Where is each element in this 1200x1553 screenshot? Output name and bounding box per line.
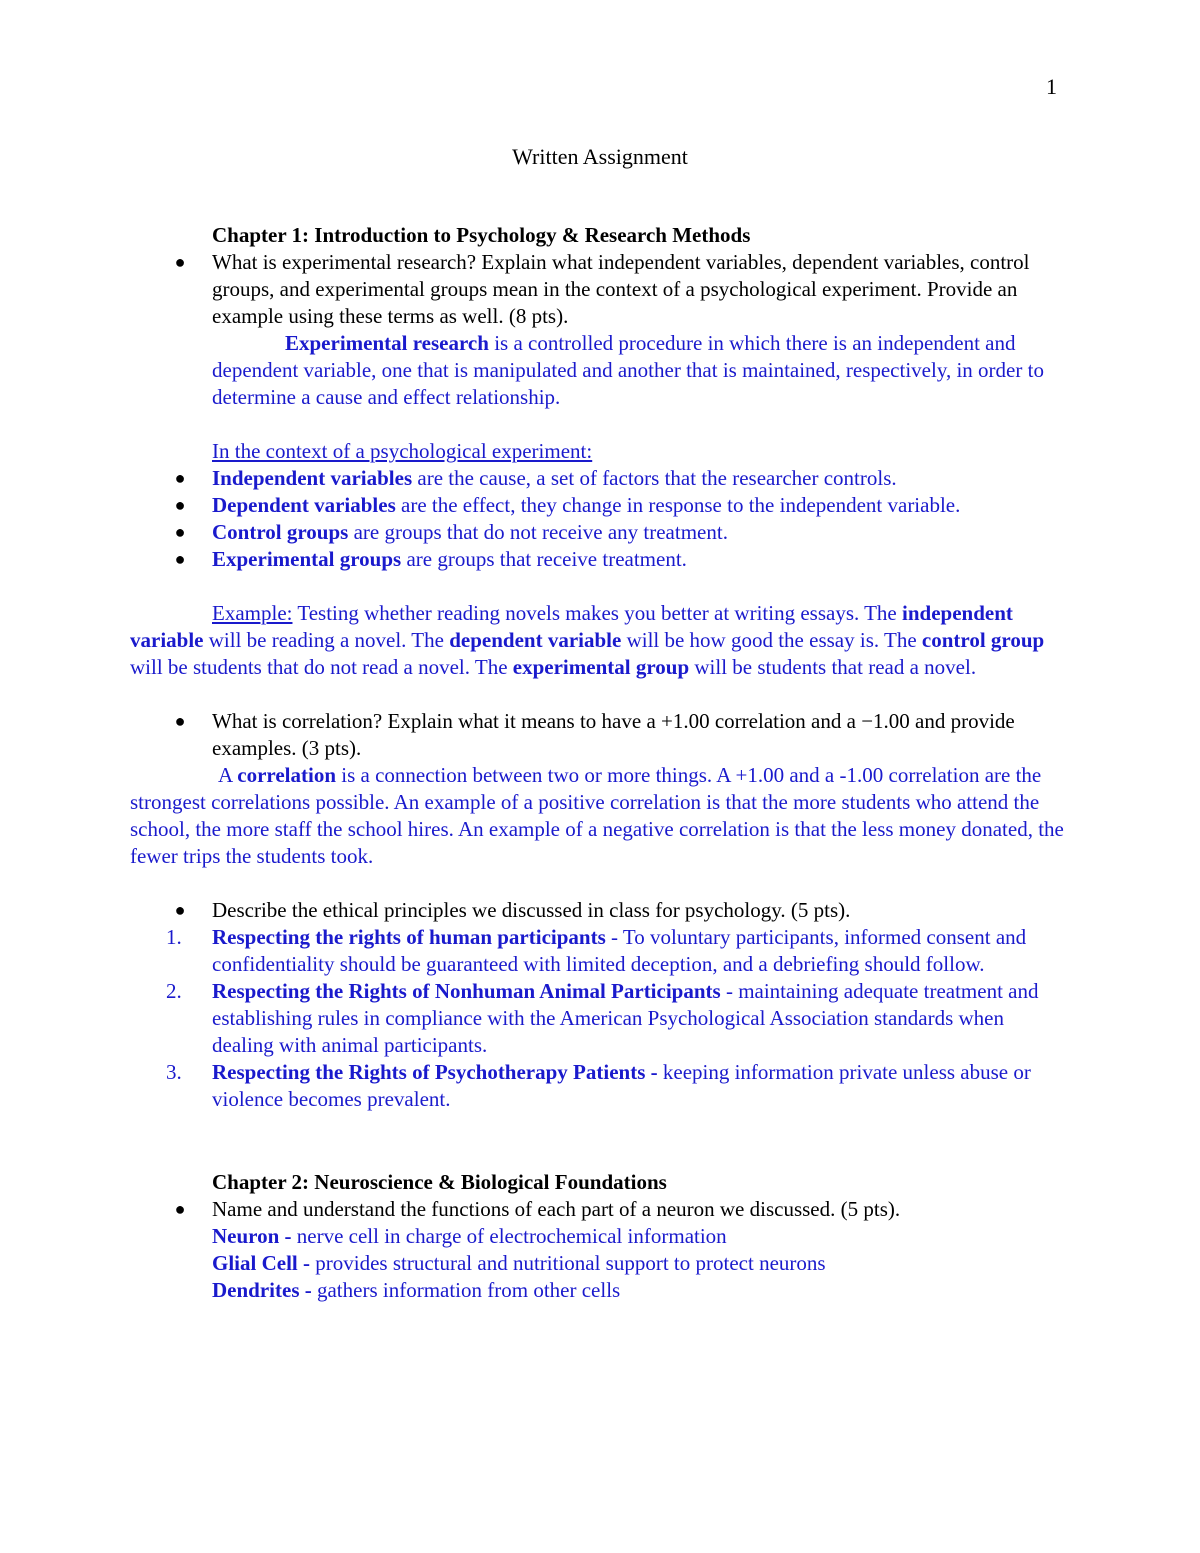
answer-1-term: Experimental research [285,331,489,355]
answer-2-term: correlation [237,763,337,787]
principle-term: Respecting the rights of human participants [212,925,606,949]
question-1 [130,249,1070,330]
principle-term: Respecting the Rights of Nonhuman Animal Participants [212,979,721,1003]
example-text: will be students that read a novel. [689,655,977,679]
principle-text: keeping information private unless abuse or violence becomes prevalent. [212,1060,1031,1111]
question-1-text: What is experimental research? Explain what independent variables, dependent variables, control groups, and experimental groups mean in the context of a psychological experiment. Provide an example using these terms as well. (8 pts). [212,250,1030,328]
definition-term: Control groups [212,520,349,544]
definition-item [130,546,1070,573]
neuron-part [130,1250,1070,1277]
definition-item [130,465,1070,492]
definition-term: Experimental groups [212,547,402,571]
definition-item [130,492,1070,519]
neuron-part [130,1223,1070,1250]
example-text: will be reading a novel. The [203,628,450,652]
example-text: Testing whether reading novels makes you better at writing essays. The [292,601,903,625]
neuron-part-text: gathers information from other cells [311,1278,621,1302]
neuron-part-text: nerve cell in charge of electrochemical information [291,1224,727,1248]
example-term: dependent variable [449,628,622,652]
principle-number: 3. [166,1060,182,1084]
principle-item [130,1059,1070,1113]
example-text: will be students that do not read a novel. The [130,655,513,679]
question-4 [130,1196,1070,1223]
principle-number: 2. [166,979,182,1003]
principle-text: - To voluntary participants, informed consent and confidentiality should be guaranteed with limited deception, and a debriefing should follow. [212,925,1027,976]
answer-2 [130,762,1070,870]
page-number: 1 [1046,74,1057,99]
definition-term: Dependent variables [212,493,396,517]
bullet-icon: ● [174,1199,186,1219]
document-body [130,222,1070,1304]
example-term: independent variable [130,601,1013,652]
answer-2-prefix: A [218,763,238,787]
chapter-1-heading: Chapter 1: Introduction to Psychology & Research Methods [212,223,751,247]
bullet-icon: ● [174,495,186,515]
question-2-text: What is correlation? Explain what it means to have a +1.00 correlation and a −1.00 and provide examples. (3 pts). [212,709,1015,760]
example-term: control group [921,628,1045,652]
definition-text: are groups that receive treatment. [401,547,687,571]
principle-term: Respecting the Rights of Psychotherapy Patients - [212,1060,658,1084]
definition-text: are the cause, a set of factors that the researcher controls. [412,466,897,490]
principle-item [130,978,1070,1059]
context-heading: In the context of a psychological experiment: [212,439,593,463]
neuron-part-term: Glial Cell - [212,1251,310,1275]
definition-text: are the effect, they change in response to the independent variable. [395,493,961,517]
answer-2-text: is a connection between two or more things. A +1.00 and a -1.00 correlation are the strongest correlations possible. An example of a positive correlation is that the more students who attend the school, the more staff the school hires. An example of a negative correlation is that the less money donated, the fewer trips the students took. [130,763,1064,868]
bullet-icon: ● [174,252,186,272]
bullet-icon: ● [174,468,186,488]
bullet-icon: ● [174,522,186,542]
example-paragraph [130,600,1070,681]
example-text: will be how good the essay is. The [621,628,922,652]
answer-1 [130,330,1070,411]
question-4-text: Name and understand the functions of each part of a neuron we discussed. (5 pts). [212,1197,901,1221]
definition-item [130,519,1070,546]
answer-1-text: is a controlled procedure in which there is an independent and dependent variable, one that is manipulated and another that is maintained, respectively, in order to determine a cause and effect relationship. [212,331,1044,409]
bullet-icon: ● [174,900,186,920]
question-3 [130,897,1070,924]
document-title: Written Assignment [512,144,688,169]
neuron-part-term: Neuron - [212,1224,292,1248]
neuron-part-text: provides structural and nutritional support to protect neurons [310,1251,826,1275]
example-term: experimental group [512,655,690,679]
definition-term: Independent variables [212,466,413,490]
neuron-part [130,1277,1070,1304]
principle-text: - maintaining adequate treatment and establishing rules in compliance with the American Psychological Association standards when dealing with animal participants. [212,979,1039,1057]
neuron-part-term: Dendrites - [212,1278,312,1302]
definition-text: are groups that do not receive any treatment. [348,520,728,544]
principle-number: 1. [166,925,182,949]
principle-item [130,924,1070,978]
chapter-2-heading: Chapter 2: Neuroscience & Biological Foundations [212,1170,667,1194]
bullet-icon: ● [174,549,186,569]
question-2 [130,708,1070,762]
bullet-icon: ● [174,711,186,731]
example-label: Example: [212,601,293,625]
question-3-text: Describe the ethical principles we discussed in class for psychology. (5 pts). [212,898,851,922]
